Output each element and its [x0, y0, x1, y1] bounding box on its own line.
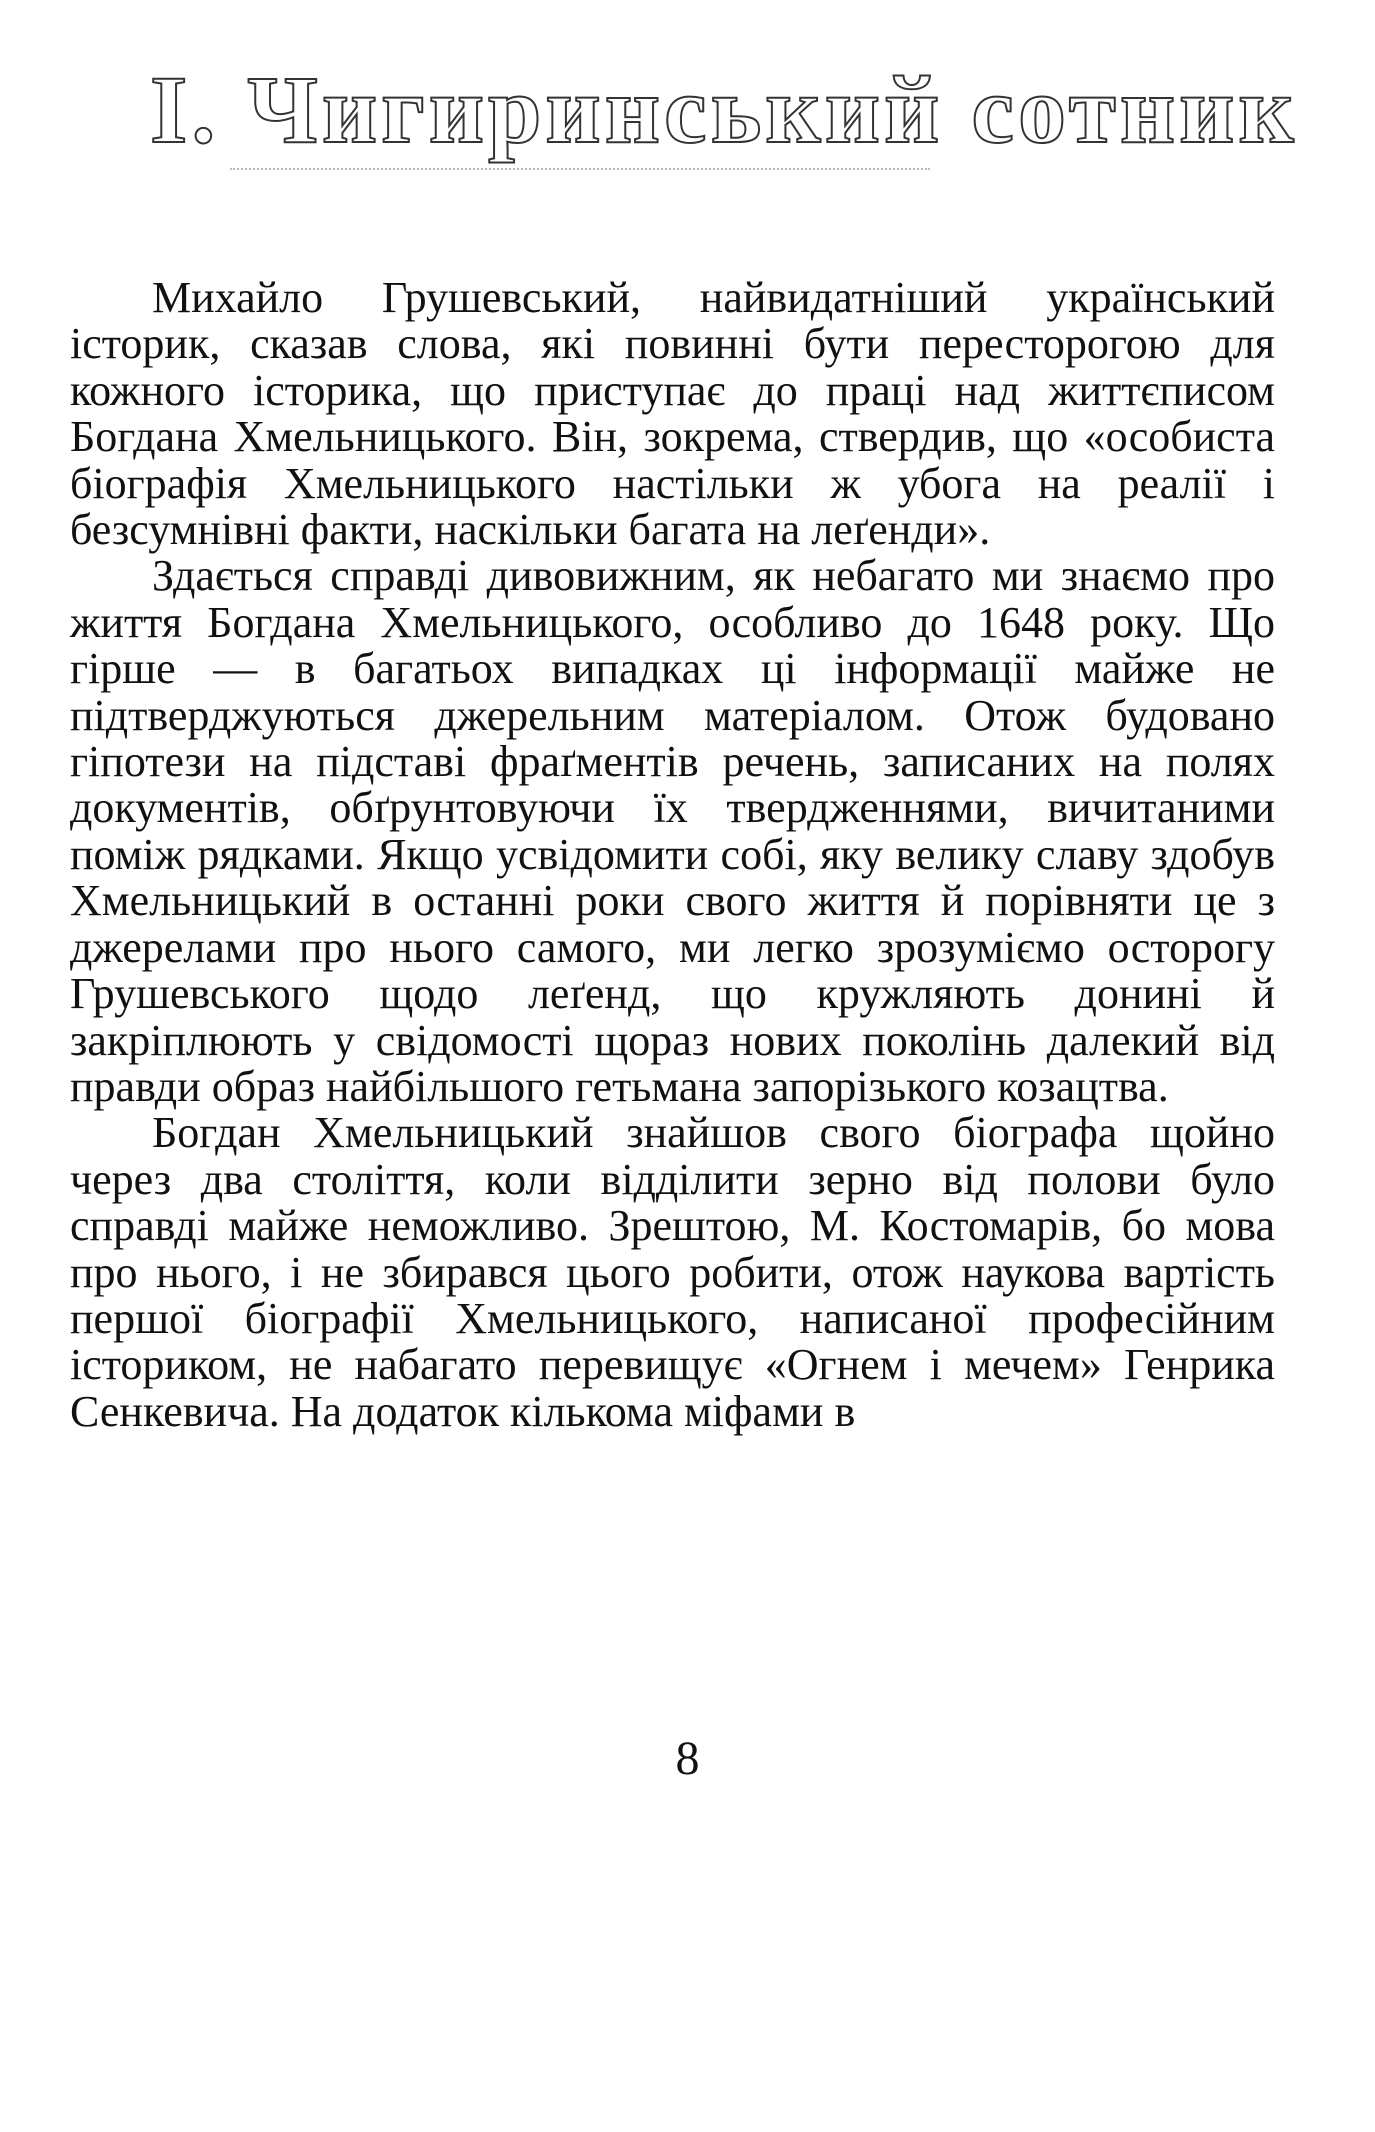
- paragraph-1: Михайло Грушевський, найвидатніший український історик, сказав слова, які повинні бути пересторогою для кожного історика, що приступає до праці над життєписом Богдана Хмельницького. Він, зокрема, ствердив, що «особиста біографія Хмельницького настільки ж убога на реалії і безсумнівні факти, наскільки багата на леґенди».: [70, 273, 1275, 555]
- paragraph-2: Здається справді дивовижним, як небагато ми знаємо про життя Богдана Хмельницького, особливо до 1648 року. Що гірше — в багатьох випадках ці інформації майже не підтверджуються джерельним матеріалом. Отож будовано гіпотези на підставі фраґментів речень, записаних на полях документів, обґрунтовуючи їх твердженнями, вичитаними поміж рядками. Якщо усвідомити собі, яку велику славу здобув Хмельницький в останні роки свого життя й порівняти це з джерелами про нього самого, ми легко зрозуміємо осторогу Грушевського щодо леґенд, що кружляють донині й закріплюють у свідомості щораз нових поколінь далекий від правди образ найбільшого гетьмана запорізького козацтва.: [70, 551, 1275, 1111]
- paragraph-3: Богдан Хмельницький знайшов свого біографа щойно через два століття, коли відділити зерно від полови було справді майже неможливо. Зрештою, М. Костомарів, бо мова про нього, і не збирався цього робити, отож наукова вартість першої біографії Хмельницького, написаної професійним істориком, не набагато перевищує «Огнем і мечем» Генрика Сенкевича. На додаток кількома міфами в: [70, 1108, 1275, 1436]
- text-body: [70, 275, 1275, 1435]
- page-number: 8: [675, 1732, 700, 1785]
- title-rule: [230, 168, 930, 170]
- chapter-title: I. Чигиринський сотник: [150, 56, 1298, 163]
